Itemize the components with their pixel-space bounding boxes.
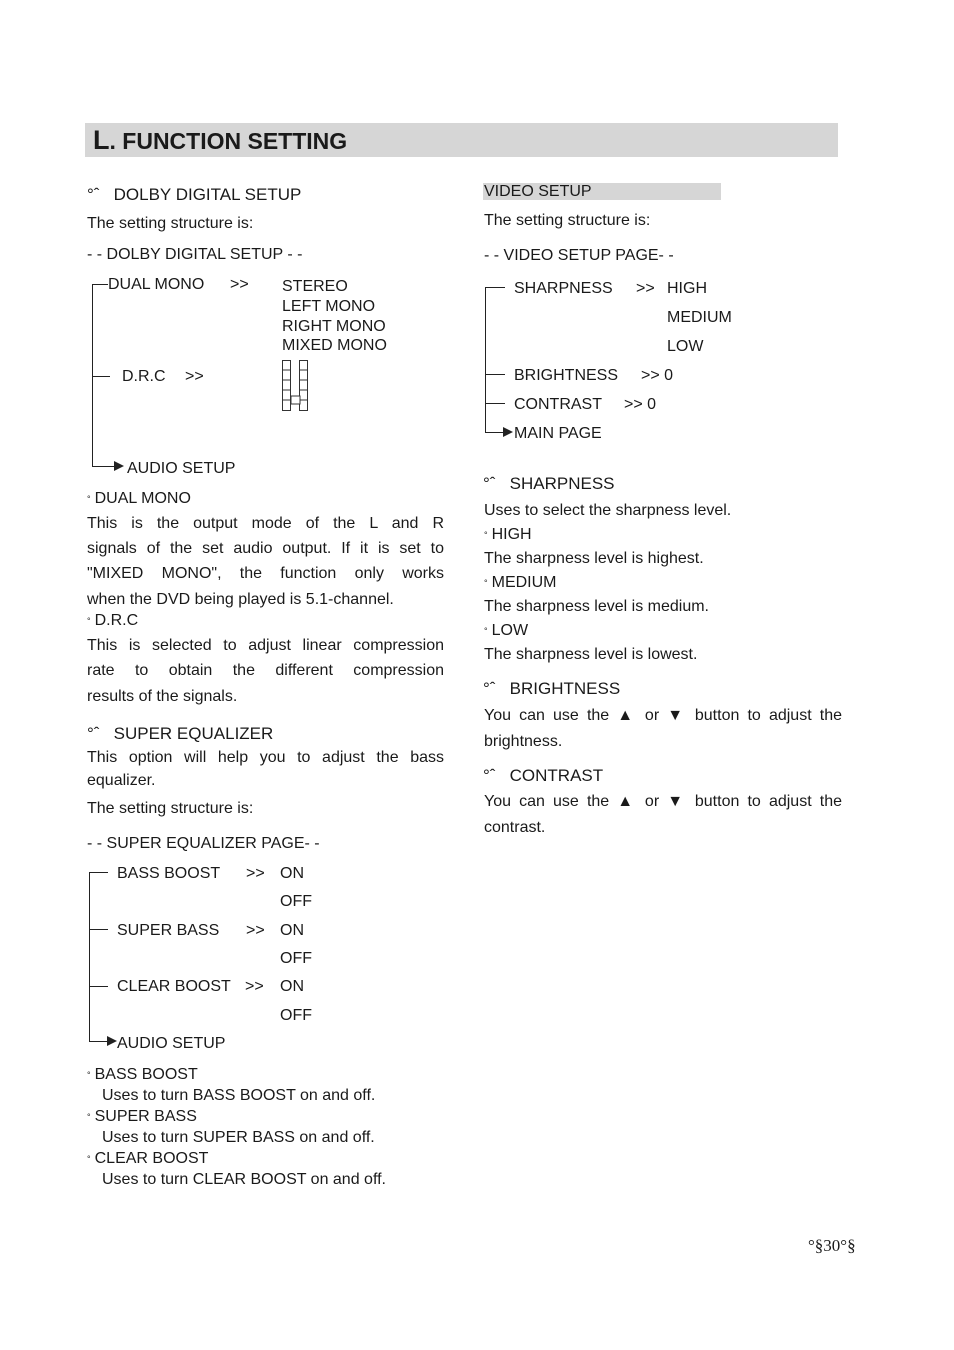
brightness-desc-line: You can use the ▲ or ▼ button to adjust the: [484, 707, 842, 724]
eq-heading: °ˆ SUPER EQUALIZER: [87, 724, 274, 743]
eq-tree-line: [89, 872, 90, 1042]
dual-mono-option: RIGHT MONO: [282, 318, 386, 335]
sub-bullet-icon: °: [87, 1112, 91, 1122]
clear-boost-on: ON: [280, 978, 304, 995]
bass-boost-label: BASS BOOST: [117, 865, 221, 882]
equalizer-slider-icon: [282, 360, 310, 412]
dual-mono-desc-line: signals of the set audio output. If it is set to: [87, 540, 444, 557]
drc-desc-line: results of the signals.: [87, 688, 238, 705]
contrast-heading: °ˆ CONTRAST: [483, 766, 604, 785]
dolby-tree-branch: [92, 284, 108, 285]
video-tree-line: [485, 287, 486, 433]
sub-bullet-icon: °: [87, 494, 91, 504]
eq-item-desc: Uses to turn SUPER BASS on and off.: [102, 1129, 375, 1146]
clear-boost-off: OFF: [280, 1007, 312, 1024]
bass-boost-arrow: >>: [246, 865, 265, 882]
dolby-tree-branch: [92, 466, 114, 467]
tree-arrow-icon: [107, 1036, 117, 1046]
dolby-audio-setup-label: AUDIO SETUP: [127, 460, 236, 477]
video-tree-branch: [485, 403, 505, 404]
sharpness-label: SHARPNESS: [514, 280, 613, 297]
drc-label: D.R.C: [122, 368, 166, 385]
brightness-desc-line: brightness.: [484, 733, 563, 750]
sharpness-level-desc: The sharpness level is highest.: [484, 550, 704, 567]
video-tree-branch: [485, 374, 505, 375]
eq-item-desc: Uses to turn BASS BOOST on and off.: [102, 1087, 376, 1104]
sharpness-option: MEDIUM: [667, 309, 732, 326]
sharpness-level-name: ° HIGH: [484, 526, 532, 543]
drc-arrow: >>: [185, 368, 204, 385]
eq-tree-branch: [89, 1041, 107, 1042]
sub-bullet-icon: °: [484, 626, 488, 636]
sharpness-option: HIGH: [667, 280, 707, 297]
super-bass-off: OFF: [280, 950, 312, 967]
main-page-label: MAIN PAGE: [514, 425, 602, 442]
brightness-value: >> 0: [641, 367, 674, 384]
video-tree-branch: [485, 287, 505, 288]
eq-structure-intro: The setting structure is:: [87, 800, 254, 817]
dual-mono-desc-heading: ° DUAL MONO: [87, 490, 191, 507]
sub-bullet-icon: °: [87, 1154, 91, 1164]
sharpness-level-name: ° MEDIUM: [484, 574, 557, 591]
eq-page-label: - - SUPER EQUALIZER PAGE- -: [87, 835, 320, 852]
dual-mono-desc-line: when the DVD being played is 5.1-channel.: [87, 591, 394, 608]
sharpness-level-desc: The sharpness level is lowest.: [484, 646, 698, 663]
clear-boost-arrow: >>: [245, 978, 264, 995]
dual-mono-arrow: >>: [230, 276, 249, 293]
dual-mono-desc-line: This is the output mode of the L and R: [87, 515, 444, 532]
dolby-heading: °ˆ DOLBY DIGITAL SETUP: [87, 185, 302, 204]
brightness-heading: °ˆ BRIGHTNESS: [483, 679, 621, 698]
dual-mono-label: DUAL MONO: [108, 276, 205, 293]
video-page-label: - - VIDEO SETUP PAGE- -: [484, 247, 674, 264]
page-number: °§30°§: [808, 1236, 856, 1255]
sharpness-arrow: >>: [636, 280, 655, 297]
drc-desc-heading: ° D.R.C: [87, 612, 139, 629]
brightness-label: BRIGHTNESS: [514, 367, 619, 384]
sharpness-level-name: ° LOW: [484, 622, 529, 639]
sharpness-heading: °ˆ SHARPNESS: [483, 474, 615, 493]
eq-audio-setup-label: AUDIO SETUP: [117, 1035, 226, 1052]
tree-arrow-icon: [114, 461, 124, 471]
dual-mono-option: MIXED MONO: [282, 337, 387, 354]
sharpness-desc: Uses to select the sharpness level.: [484, 502, 732, 519]
sub-bullet-icon: °: [87, 616, 91, 626]
video-tree-branch: [485, 432, 503, 433]
dual-mono-option: STEREO: [282, 278, 348, 295]
dolby-page-label: - - DOLBY DIGITAL SETUP - -: [87, 246, 303, 263]
eq-item-desc: Uses to turn CLEAR BOOST on and off.: [102, 1171, 386, 1188]
contrast-desc-line: You can use the ▲ or ▼ button to adjust the: [484, 793, 842, 810]
tree-arrow-icon: [503, 427, 513, 437]
sharpness-level-desc: The sharpness level is medium.: [484, 598, 709, 615]
contrast-value: >> 0: [624, 396, 657, 413]
drc-desc-line: This is selected to adjust linear compression: [87, 637, 444, 654]
clear-boost-label: CLEAR BOOST: [117, 978, 231, 995]
sub-bullet-icon: °: [484, 530, 488, 540]
sharpness-option: LOW: [667, 338, 704, 355]
eq-desc-line: equalizer.: [87, 772, 156, 789]
eq-tree-branch: [89, 986, 108, 987]
video-structure-intro: The setting structure is:: [484, 212, 651, 229]
bass-boost-on: ON: [280, 865, 304, 882]
super-bass-on: ON: [280, 922, 304, 939]
contrast-desc-line: contrast.: [484, 819, 546, 836]
dolby-tree-branch: [92, 376, 110, 377]
eq-item-heading: ° BASS BOOST: [87, 1066, 198, 1083]
video-setup-heading: VIDEO SETUP: [484, 183, 592, 200]
contrast-label: CONTRAST: [514, 396, 602, 413]
super-bass-label: SUPER BASS: [117, 922, 220, 939]
super-bass-arrow: >>: [246, 922, 265, 939]
sub-bullet-icon: °: [484, 578, 488, 588]
eq-tree-branch: [89, 872, 108, 873]
eq-tree-branch: [89, 929, 108, 930]
bass-boost-off: OFF: [280, 893, 312, 910]
dual-mono-desc-line: "MIXED MONO", the function only works: [87, 565, 444, 582]
eq-desc-line: This option will help you to adjust the bass: [87, 749, 444, 766]
section-title: L. FUNCTION SETTING: [93, 125, 348, 155]
drc-desc-line: rate to obtain the different compression: [87, 662, 444, 679]
dolby-structure-intro: The setting structure is:: [87, 215, 254, 232]
eq-item-heading: ° SUPER BASS: [87, 1108, 197, 1125]
sub-bullet-icon: °: [87, 1070, 91, 1080]
dual-mono-option: LEFT MONO: [282, 298, 376, 315]
eq-item-heading: ° CLEAR BOOST: [87, 1150, 209, 1167]
